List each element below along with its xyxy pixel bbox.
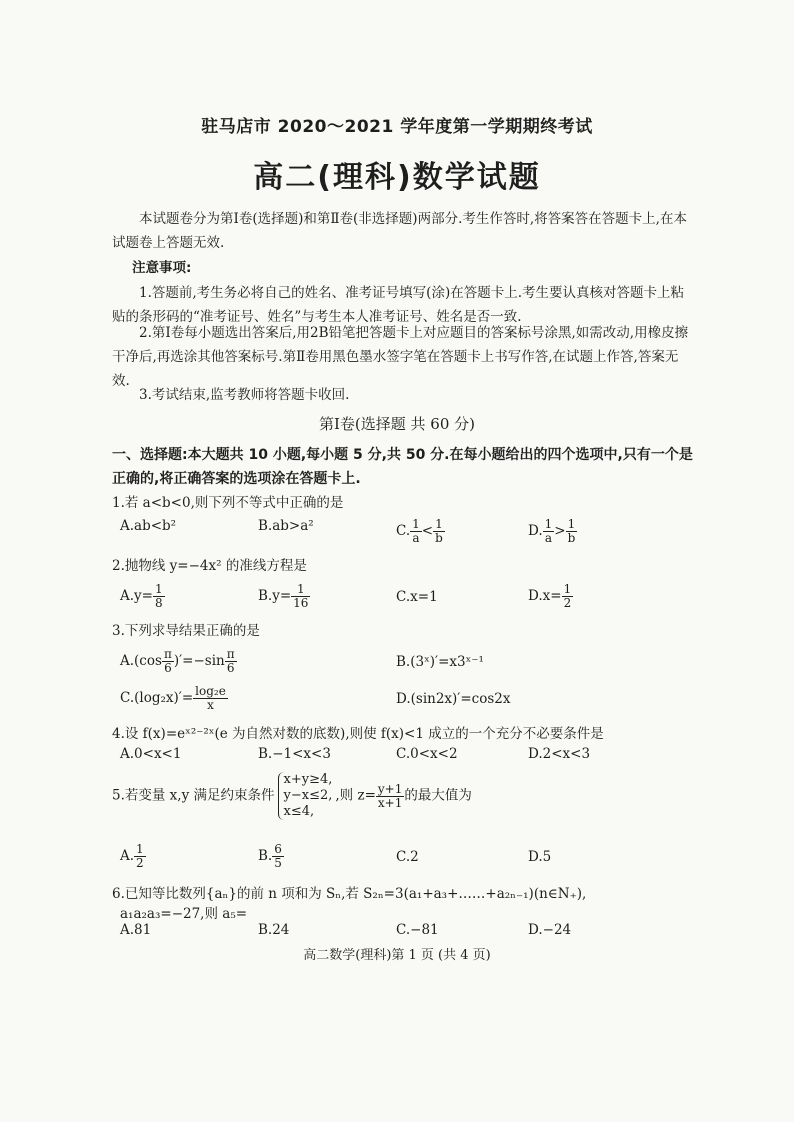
q6-option-d: D.−24 [528, 922, 572, 938]
intro-text: 本试题卷分为第Ⅰ卷(选择题)和第Ⅱ卷(非选择题)两部分.考生作答时,将答案答在答题卡上,在本试题卷上答题无效. [112, 211, 687, 251]
q5-option-b: B. $\frac{6}{5}$ [258, 842, 282, 870]
notes-heading: 注意事项: [132, 260, 192, 276]
q1-d-frac-b: $\frac{1}{b}$ [567, 517, 576, 545]
q4-option-d: D.2<x<3 [528, 746, 591, 762]
q1-option-c [396, 518, 445, 545]
q1-option-a: A.ab<b² [120, 518, 177, 534]
question-2-stem: 2.抛物线 y=−4x² 的准线方程是 [112, 558, 307, 574]
question-6-stem-line2: a₁a₂a₃=−27,则 a₅= [120, 906, 248, 922]
page-title: 高二(理科)数学试题 [253, 160, 541, 195]
q4-option-c: C.0<x<2 [396, 746, 458, 762]
q5-constraint-system: x+y≥4, y−x≤2, x≤4, [278, 772, 333, 820]
q3-option-c: C.(log₂x)′= $\frac{\text{log₂e}}{x}$ [120, 684, 226, 712]
q3-option-b: B.(3ˣ)′=x3ˣ⁻¹ [396, 654, 484, 670]
section1-heading: 第Ⅰ卷(选择题 共 60 分) [318, 415, 476, 433]
q3-option-a: A.(cos $\frac{\pi}{6}$ )′=−sin $\frac{\pi}{6}$ [120, 647, 235, 675]
question-5-options [120, 843, 700, 871]
q1-c-label: C. [396, 523, 411, 539]
q5-option-c: C.2 [396, 849, 419, 865]
q2-option-b: B.y= $\frac{1}{16}$ [258, 582, 309, 610]
q6-option-c: C.−81 [396, 922, 439, 938]
q1-c-frac-a: $\frac{1}{a}$ [412, 517, 420, 545]
question-3-options-row1 [120, 648, 700, 676]
q4-option-b: B.−1<x<3 [258, 746, 331, 762]
q2-option-a: A.y= $\frac{1}{8}$ [120, 582, 163, 610]
question-3-options-row2 [120, 685, 700, 713]
q2-option-c: C.x=1 [396, 589, 438, 605]
q2-option-d: D.x= $\frac{1}{2}$ [528, 582, 572, 610]
exam-name: 驻马店市 2020～2021 学年度第一学期期终考试 [201, 117, 593, 137]
q1-option-d [528, 518, 577, 545]
note-item-1: 1.答题前,考生务必将自己的姓名、准考证号填写(涂)在答题卡上.考生要认真核对答题卡上粘贴的条形码的“准考证号、姓名”与考生本人准考证号、姓名是否一致. [112, 285, 684, 325]
note-item-3: 3.考试结束,监考教师将答题卡收回. [139, 387, 350, 403]
q1-d-op: > [554, 523, 566, 539]
q6-option-a: A.81 [120, 922, 152, 938]
q6-option-b: B.24 [258, 922, 290, 938]
question-5-stem: 5.若变量 x,y 满足约束条件 x+y≥4, y−x≤2, x≤4, ,则 z= $\frac{y+1}{x+1}$ 的最大值为 [112, 772, 472, 819]
question-1-stem: 1.若 a<b<0,则下列不等式中正确的是 [112, 495, 344, 511]
q5-objective-frac: $\frac{y+1}{x+1}$ [377, 781, 403, 810]
q1-c-frac-b: $\frac{1}{b}$ [435, 517, 443, 545]
q3-option-d: D.(sin2x)′=cos2x [396, 691, 511, 707]
q5-option-d: D.5 [528, 849, 552, 865]
note-item-2: 2.第Ⅰ卷每小题选出答案后,用2B铅笔把答题卡上对应题目的答案标号涂黑,如需改动,用橡皮擦干净后,再选涂其他答案标号.第Ⅱ卷用黑色墨水签字笔在答题卡上书写作答,在试题上作答,答案无效. [112, 325, 689, 389]
question-2-options [120, 583, 700, 611]
q4-option-a: A.0<x<1 [120, 746, 182, 762]
q1-d-frac-a: $\frac{1}{a}$ [544, 517, 553, 545]
q5-option-a: A. $\frac{1}{2}$ [120, 842, 144, 870]
question-1-options [120, 518, 700, 546]
q1-d-label: D. [528, 523, 543, 539]
question-6-stem-line1: 6.已知等比数列{aₙ}的前 n 项和为 Sₙ,若 S₂ₙ=3(a₁+a₃+……+a₂ₙ₋₁)(n∈N₊), [112, 886, 587, 902]
page-footer: 高二数学(理科)第 1 页 (共 4 页) [303, 948, 491, 963]
q1-option-b: B.ab>a² [258, 518, 314, 534]
question-4-stem: 4.设 f(x)=eˣ²⁻²ˣ(e 为自然对数的底数),则使 f(x)<1 成立的一个充分不必要条件是 [112, 726, 604, 742]
question-3-stem: 3.下列求导结果正确的是 [112, 623, 260, 639]
q1-c-op: < [421, 523, 434, 539]
question-4-options [120, 746, 700, 774]
section1-instructions: 一、选择题:本大题共 10 小题,每小题 5 分,共 50 分.在每小题给出的四个选项中,只有一个是正确的,将正确答案的选项涂在答题卡上. [112, 447, 693, 487]
